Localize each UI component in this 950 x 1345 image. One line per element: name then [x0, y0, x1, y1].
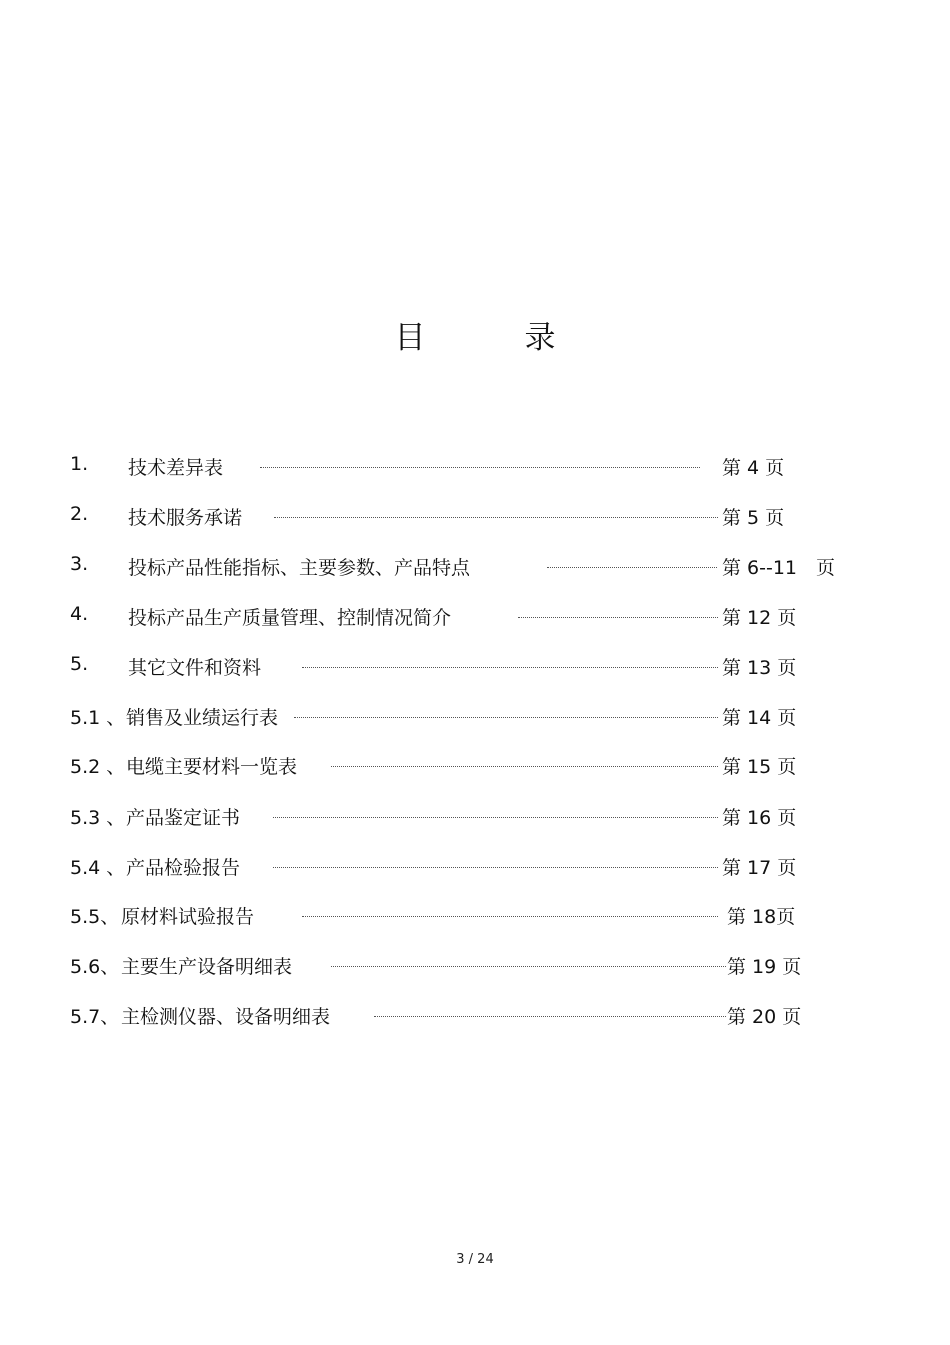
- toc-title: 目 录: [394, 320, 590, 356]
- toc-entry-number: 1.: [70, 453, 89, 475]
- toc-leader-dots: [374, 1016, 726, 1017]
- toc-leader-dots: [273, 817, 718, 818]
- toc-leader-dots: [294, 717, 718, 718]
- toc-entry-label: 技术服务承诺: [128, 507, 243, 529]
- toc-entry-number: 5.2 、: [70, 756, 126, 778]
- toc-entry[interactable]: [0, 853, 950, 883]
- toc-entry-label: 原材料试验报告: [121, 906, 255, 928]
- toc-entry-page: 第 14 页: [722, 707, 797, 729]
- toc-entry-number: 5.5、: [70, 906, 120, 928]
- toc-leader-dots: [302, 916, 718, 917]
- toc-entry-page: 第 5 页: [722, 507, 785, 529]
- toc-leader-dots: [302, 667, 718, 668]
- toc-entry-page: 第 15 页: [722, 756, 797, 778]
- toc-entry-label: 产品检验报告: [126, 857, 241, 879]
- toc-entry[interactable]: [0, 952, 950, 982]
- toc-entry-page: 第 4 页: [722, 457, 785, 479]
- toc-entry-label: 其它文件和资料: [128, 657, 262, 679]
- toc-entry-number: 5.3 、: [70, 807, 126, 829]
- toc-entry-number: 4.: [70, 603, 89, 625]
- toc-entry-label: 主要生产设备明细表: [121, 956, 293, 978]
- toc-entry[interactable]: [0, 453, 950, 483]
- toc-leader-dots: [331, 766, 718, 767]
- toc-entry[interactable]: [0, 503, 950, 533]
- toc-entry-number: 3.: [70, 553, 89, 575]
- toc-entry-number: 5.: [70, 653, 89, 675]
- toc-entry-page: 第 12 页: [722, 607, 797, 629]
- toc-leader-dots: [518, 617, 718, 618]
- toc-entry-label: 销售及业绩运行表: [126, 707, 279, 729]
- toc-entry-number: 5.6、: [70, 956, 120, 978]
- toc-entry-label: 投标产品性能指标、主要参数、产品特点: [128, 557, 471, 579]
- toc-leader-dots: [331, 966, 726, 967]
- toc-entry[interactable]: [0, 803, 950, 833]
- toc-entry[interactable]: [0, 703, 950, 733]
- page-number-indicator: 3 / 24: [456, 1252, 494, 1267]
- toc-entry-page: 第 19 页: [727, 956, 802, 978]
- toc-entry-label: 技术差异表: [128, 457, 224, 479]
- toc-entry-page: 第 18页: [727, 906, 796, 928]
- toc-entry-page: 第 17 页: [722, 857, 797, 879]
- toc-entry-number: 5.4 、: [70, 857, 126, 879]
- toc-entry[interactable]: [0, 553, 950, 583]
- toc-entry[interactable]: [0, 653, 950, 683]
- toc-entry[interactable]: [0, 603, 950, 633]
- toc-leader-dots: [547, 567, 717, 568]
- toc-entry-page: 第 20 页: [727, 1006, 802, 1028]
- toc-leader-dots: [273, 867, 718, 868]
- toc-entry-number: 5.1 、: [70, 707, 126, 729]
- toc-entry-number: 2.: [70, 503, 89, 525]
- toc-entry-label: 投标产品生产质量管理、控制情况简介: [128, 607, 452, 629]
- toc-entry-number: 5.7、: [70, 1006, 120, 1028]
- toc-entry[interactable]: [0, 752, 950, 782]
- toc-entry-label: 主检测仪器、设备明细表: [121, 1006, 331, 1028]
- toc-entry[interactable]: [0, 1002, 950, 1032]
- toc-leader-dots: [260, 467, 700, 468]
- toc-entry-label: 产品鉴定证书: [126, 807, 241, 829]
- toc-leader-dots: [274, 517, 718, 518]
- toc-entry-page: 第 16 页: [722, 807, 797, 829]
- toc-entry[interactable]: [0, 902, 950, 932]
- toc-entry-page: 第 6--11 页: [722, 557, 836, 579]
- toc-entry-page: 第 13 页: [722, 657, 797, 679]
- toc-entry-label: 电缆主要材料一览表: [126, 756, 298, 778]
